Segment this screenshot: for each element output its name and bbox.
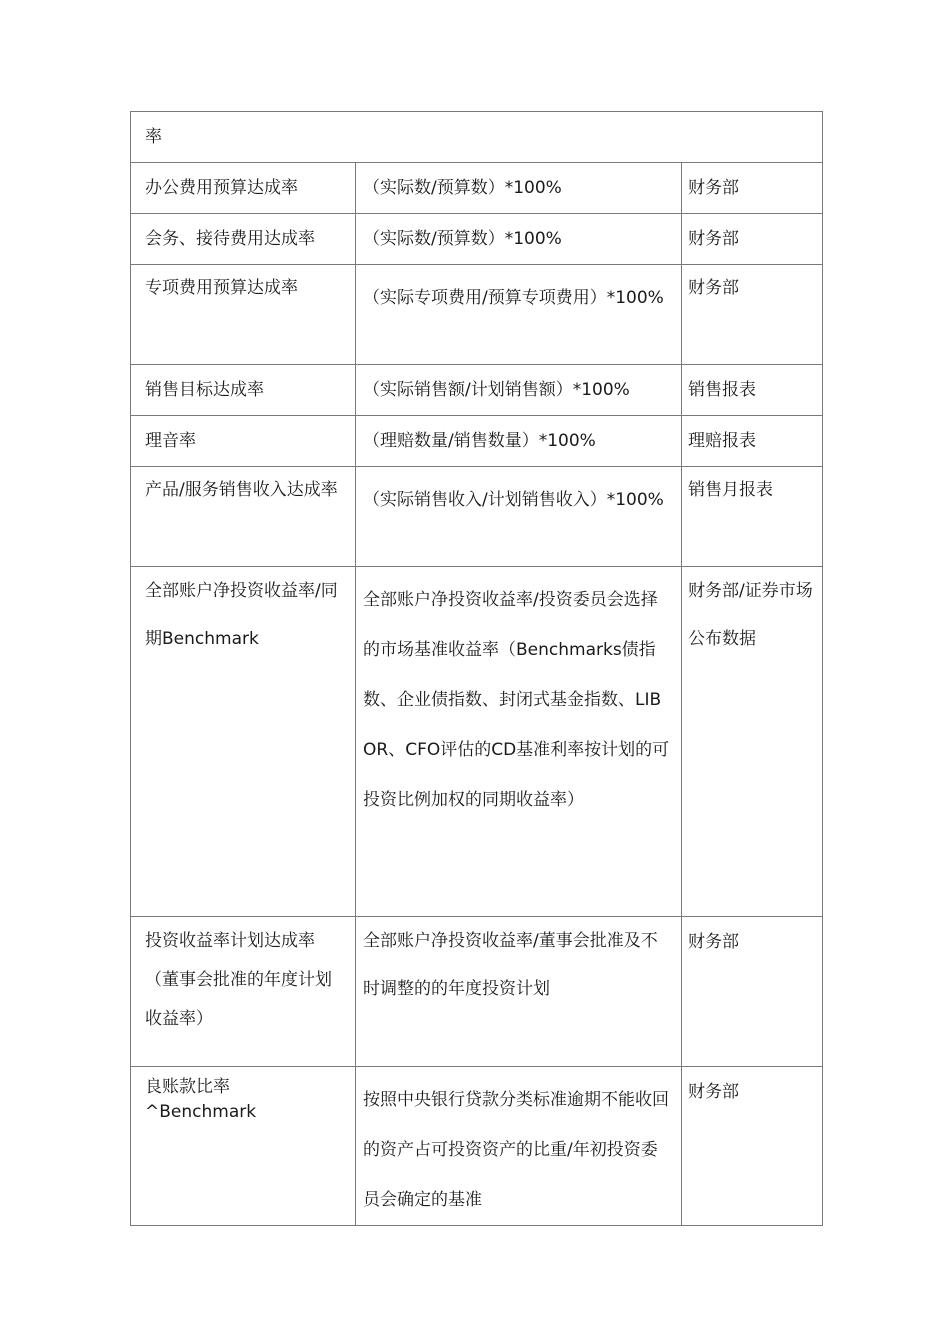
kpi-source-cell: 理赔报表 [682, 416, 823, 467]
table-row [131, 163, 823, 214]
continued-cell: 率 [131, 112, 823, 163]
table-row [131, 365, 823, 416]
table-row [131, 214, 823, 265]
kpi-name-cell: 理音率 [131, 416, 356, 467]
kpi-name-line: 投资收益率计划达成率 [145, 931, 315, 951]
table-row [131, 112, 823, 163]
kpi-formula-cell: （实际专项费用/预算专项费用）*100% [356, 265, 682, 365]
kpi-name-cell: 销售目标达成率 [131, 365, 356, 416]
kpi-source-cell: 销售报表 [682, 365, 823, 416]
kpi-formula-cell: （理赔数量/销售数量）*100% [356, 416, 682, 467]
table-row [131, 567, 823, 917]
table-row [131, 265, 823, 365]
kpi-formula-cell: 全部账户净投资收益率/董事会批准及不时调整的的年度投资计划 [356, 917, 682, 1067]
kpi-source-cell: 销售月报表 [682, 467, 823, 567]
kpi-name-cell [131, 917, 356, 1067]
kpi-name-line: ^Benchmark [145, 1102, 257, 1122]
kpi-name-cell: 专项费用预算达成率 [131, 265, 356, 365]
kpi-formula-cell: 全部账户净投资收益率/投资委员会选择的市场基准收益率（Benchmarks债指数、企业债指数、封闭式基金指数、LIBOR、CFO评估的CD基准利率按计划的可投资比例加权的同期收益率） [356, 567, 682, 917]
kpi-table [130, 111, 823, 1226]
kpi-name-line: 良账款比率 [145, 1077, 230, 1097]
table-row [131, 416, 823, 467]
table-row [131, 917, 823, 1067]
kpi-name-cell [131, 1067, 356, 1226]
kpi-name-cell: 全部账户净投资收益率/同期Benchmark [131, 567, 356, 917]
kpi-formula-cell: 按照中央银行贷款分类标准逾期不能收回的资产占可投资资产的比重/年初投资委员会确定的基准 [356, 1067, 682, 1226]
kpi-name-cell: 会务、接待费用达成率 [131, 214, 356, 265]
kpi-formula-cell: （实际数/预算数）*100% [356, 214, 682, 265]
kpi-name-lines [145, 929, 348, 1032]
kpi-source-cell: 财务部 [682, 214, 823, 265]
kpi-name-line: （董事会批准的年度计划 [145, 970, 332, 990]
kpi-name-cell: 办公费用预算达成率 [131, 163, 356, 214]
table-row [131, 467, 823, 567]
kpi-name-cell: 产品/服务销售收入达成率 [131, 467, 356, 567]
kpi-source-cell: 财务部 [682, 265, 823, 365]
kpi-formula-cell: （实际销售收入/计划销售收入）*100% [356, 467, 682, 567]
kpi-source-cell: 财务部 [682, 1067, 823, 1226]
kpi-name-lines [145, 1075, 348, 1125]
kpi-source-cell: 财务部 [682, 163, 823, 214]
kpi-source-cell: 财务部 [682, 917, 823, 1067]
kpi-formula-cell: （实际销售额/计划销售额）*100% [356, 365, 682, 416]
kpi-name-line: 收益率） [145, 1009, 213, 1029]
kpi-formula-cell: （实际数/预算数）*100% [356, 163, 682, 214]
table-row [131, 1067, 823, 1226]
kpi-source-cell: 财务部/证券市场公布数据 [682, 567, 823, 917]
